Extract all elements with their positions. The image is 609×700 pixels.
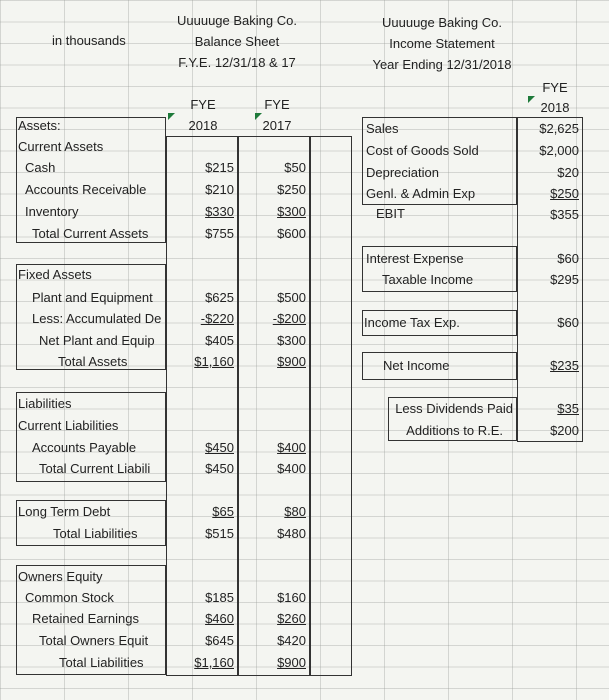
- units-note: in thousands: [52, 33, 126, 48]
- bs-ar-label: Accounts Receivable: [25, 182, 147, 197]
- is-dep-label: Depreciation: [366, 165, 439, 180]
- bs-ltd-2018: $65: [212, 504, 234, 519]
- bs-tcl-2017: $400: [277, 461, 306, 476]
- bs-cash-2018: $215: [205, 160, 234, 175]
- is-company: Uuuuuge Baking Co.: [382, 15, 502, 30]
- bs-ltd-2017: $80: [284, 504, 306, 519]
- bs-tca-2018: $755: [205, 226, 234, 241]
- is-sales-value: $2,625: [539, 121, 579, 136]
- is-net-value: $235: [550, 358, 579, 373]
- bs-ap-label: Accounts Payable: [32, 440, 137, 455]
- is-col-fye-b: 2018: [540, 100, 570, 115]
- bs-net-pe-2017: $300: [277, 333, 306, 348]
- bs-liabilities-heading: Liabilities: [18, 396, 72, 411]
- bs-fixed-assets-heading: Fixed Assets: [18, 267, 92, 282]
- bs-current-assets-heading: Current Assets: [18, 139, 104, 154]
- is-ga-value: $250: [550, 186, 579, 201]
- cell-comment-marker: [528, 96, 535, 103]
- bs-tl-label: Total Liabilities: [53, 526, 138, 541]
- bs-tle-2018: $1,160: [194, 655, 234, 670]
- is-ga-label: Genl. & Admin Exp: [366, 186, 476, 201]
- bs-re-2018: $460: [205, 611, 234, 626]
- is-div-label: Less Dividends Paid: [395, 401, 513, 416]
- bs-tcl-label: Total Current Liabili: [39, 461, 151, 476]
- bs-period: F.Y.E. 12/31/18 & 17: [178, 55, 296, 70]
- is-dep-value: $20: [557, 165, 579, 180]
- bs-ltd-label: Long Term Debt: [18, 504, 111, 519]
- bs-tle-label: Total Liabilities: [59, 655, 144, 670]
- cell-comment-marker: [255, 113, 262, 120]
- bs-inventory-label: Inventory: [25, 204, 79, 219]
- is-period: Year Ending 12/31/2018: [372, 57, 512, 72]
- bs-total-assets-2018: $1,160: [194, 354, 234, 369]
- bs-ap-2018: $450: [205, 440, 234, 455]
- is-cogs-value: $2,000: [539, 143, 579, 158]
- bs-toe-2018: $645: [205, 633, 234, 648]
- col-fye-2017-b: 2017: [262, 118, 292, 133]
- cell-comment-marker: [168, 113, 175, 120]
- is-taxable-label: Taxable Income: [382, 272, 474, 287]
- bs-toe-label: Total Owners Equit: [39, 633, 149, 648]
- is-tax-label: Income Tax Exp.: [364, 315, 460, 330]
- bs-re-2017: $260: [277, 611, 306, 626]
- bs-total-assets-2017: $900: [277, 354, 306, 369]
- bs-cash-label: Cash: [25, 160, 56, 175]
- bs-pe-2017: $500: [277, 290, 306, 305]
- bs-equity-heading: Owners Equity: [18, 569, 103, 584]
- bs-tcl-2018: $450: [205, 461, 234, 476]
- bs-cs-label: Common Stock: [25, 590, 114, 605]
- is-tax-value: $60: [557, 315, 579, 330]
- bs-ap-2017: $400: [277, 440, 306, 455]
- bs-spacer-column: [310, 136, 352, 676]
- bs-tca-2017: $600: [277, 226, 306, 241]
- bs-current-assets-box: [16, 117, 166, 243]
- bs-re-label: Retained Earnings: [32, 611, 139, 626]
- col-fye-2018-b: 2018: [188, 118, 218, 133]
- col-fye-2017-a: FYE: [264, 97, 290, 112]
- bs-net-pe-2018: $405: [205, 333, 234, 348]
- is-add-re-value: $200: [550, 423, 579, 438]
- is-ebit-value: $355: [550, 207, 579, 222]
- bs-accum-label: Less: Accumulated De: [32, 311, 162, 326]
- is-interest-value: $60: [557, 251, 579, 266]
- bs-company: Uuuuuge Baking Co.: [177, 13, 297, 28]
- bs-net-pe-label: Net Plant and Equip: [39, 333, 155, 348]
- is-div-value: $35: [557, 401, 579, 416]
- bs-title: Balance Sheet: [194, 34, 280, 49]
- is-ebit-label: EBIT: [376, 206, 405, 221]
- is-add-re-label: Additions to R.E.: [406, 423, 503, 438]
- is-net-label: Net Income: [383, 358, 450, 373]
- col-fye-2018-a: FYE: [190, 97, 216, 112]
- bs-inventory-2017: $300: [277, 204, 306, 219]
- bs-toe-2017: $420: [277, 633, 306, 648]
- bs-current-liabilities-heading: Current Liabilities: [18, 418, 119, 433]
- bs-tca-label: Total Current Assets: [32, 226, 149, 241]
- is-taxable-value: $295: [550, 272, 579, 287]
- bs-accum-2018: -$220: [200, 311, 234, 326]
- bs-cs-2017: $160: [277, 590, 306, 605]
- bs-total-assets-label: Total Assets: [58, 354, 128, 369]
- bs-accum-2017: -$200: [272, 311, 306, 326]
- bs-pe-label: Plant and Equipment: [32, 290, 153, 305]
- is-sales-label: Sales: [366, 121, 399, 136]
- is-title: Income Statement: [389, 36, 495, 51]
- is-col-fye-a: FYE: [542, 80, 568, 95]
- is-interest-label: Interest Expense: [366, 251, 464, 266]
- bs-tl-2017: $480: [277, 526, 306, 541]
- bs-tle-2017: $900: [277, 655, 306, 670]
- bs-cash-2017: $50: [284, 160, 306, 175]
- bs-assets-heading: Assets:: [18, 118, 61, 133]
- bs-tl-2018: $515: [205, 526, 234, 541]
- bs-pe-2018: $625: [205, 290, 234, 305]
- is-cogs-label: Cost of Goods Sold: [366, 143, 479, 158]
- bs-ar-2017: $250: [277, 182, 306, 197]
- bs-ar-2018: $210: [205, 182, 234, 197]
- bs-inventory-2018: $330: [205, 204, 234, 219]
- bs-cs-2018: $185: [205, 590, 234, 605]
